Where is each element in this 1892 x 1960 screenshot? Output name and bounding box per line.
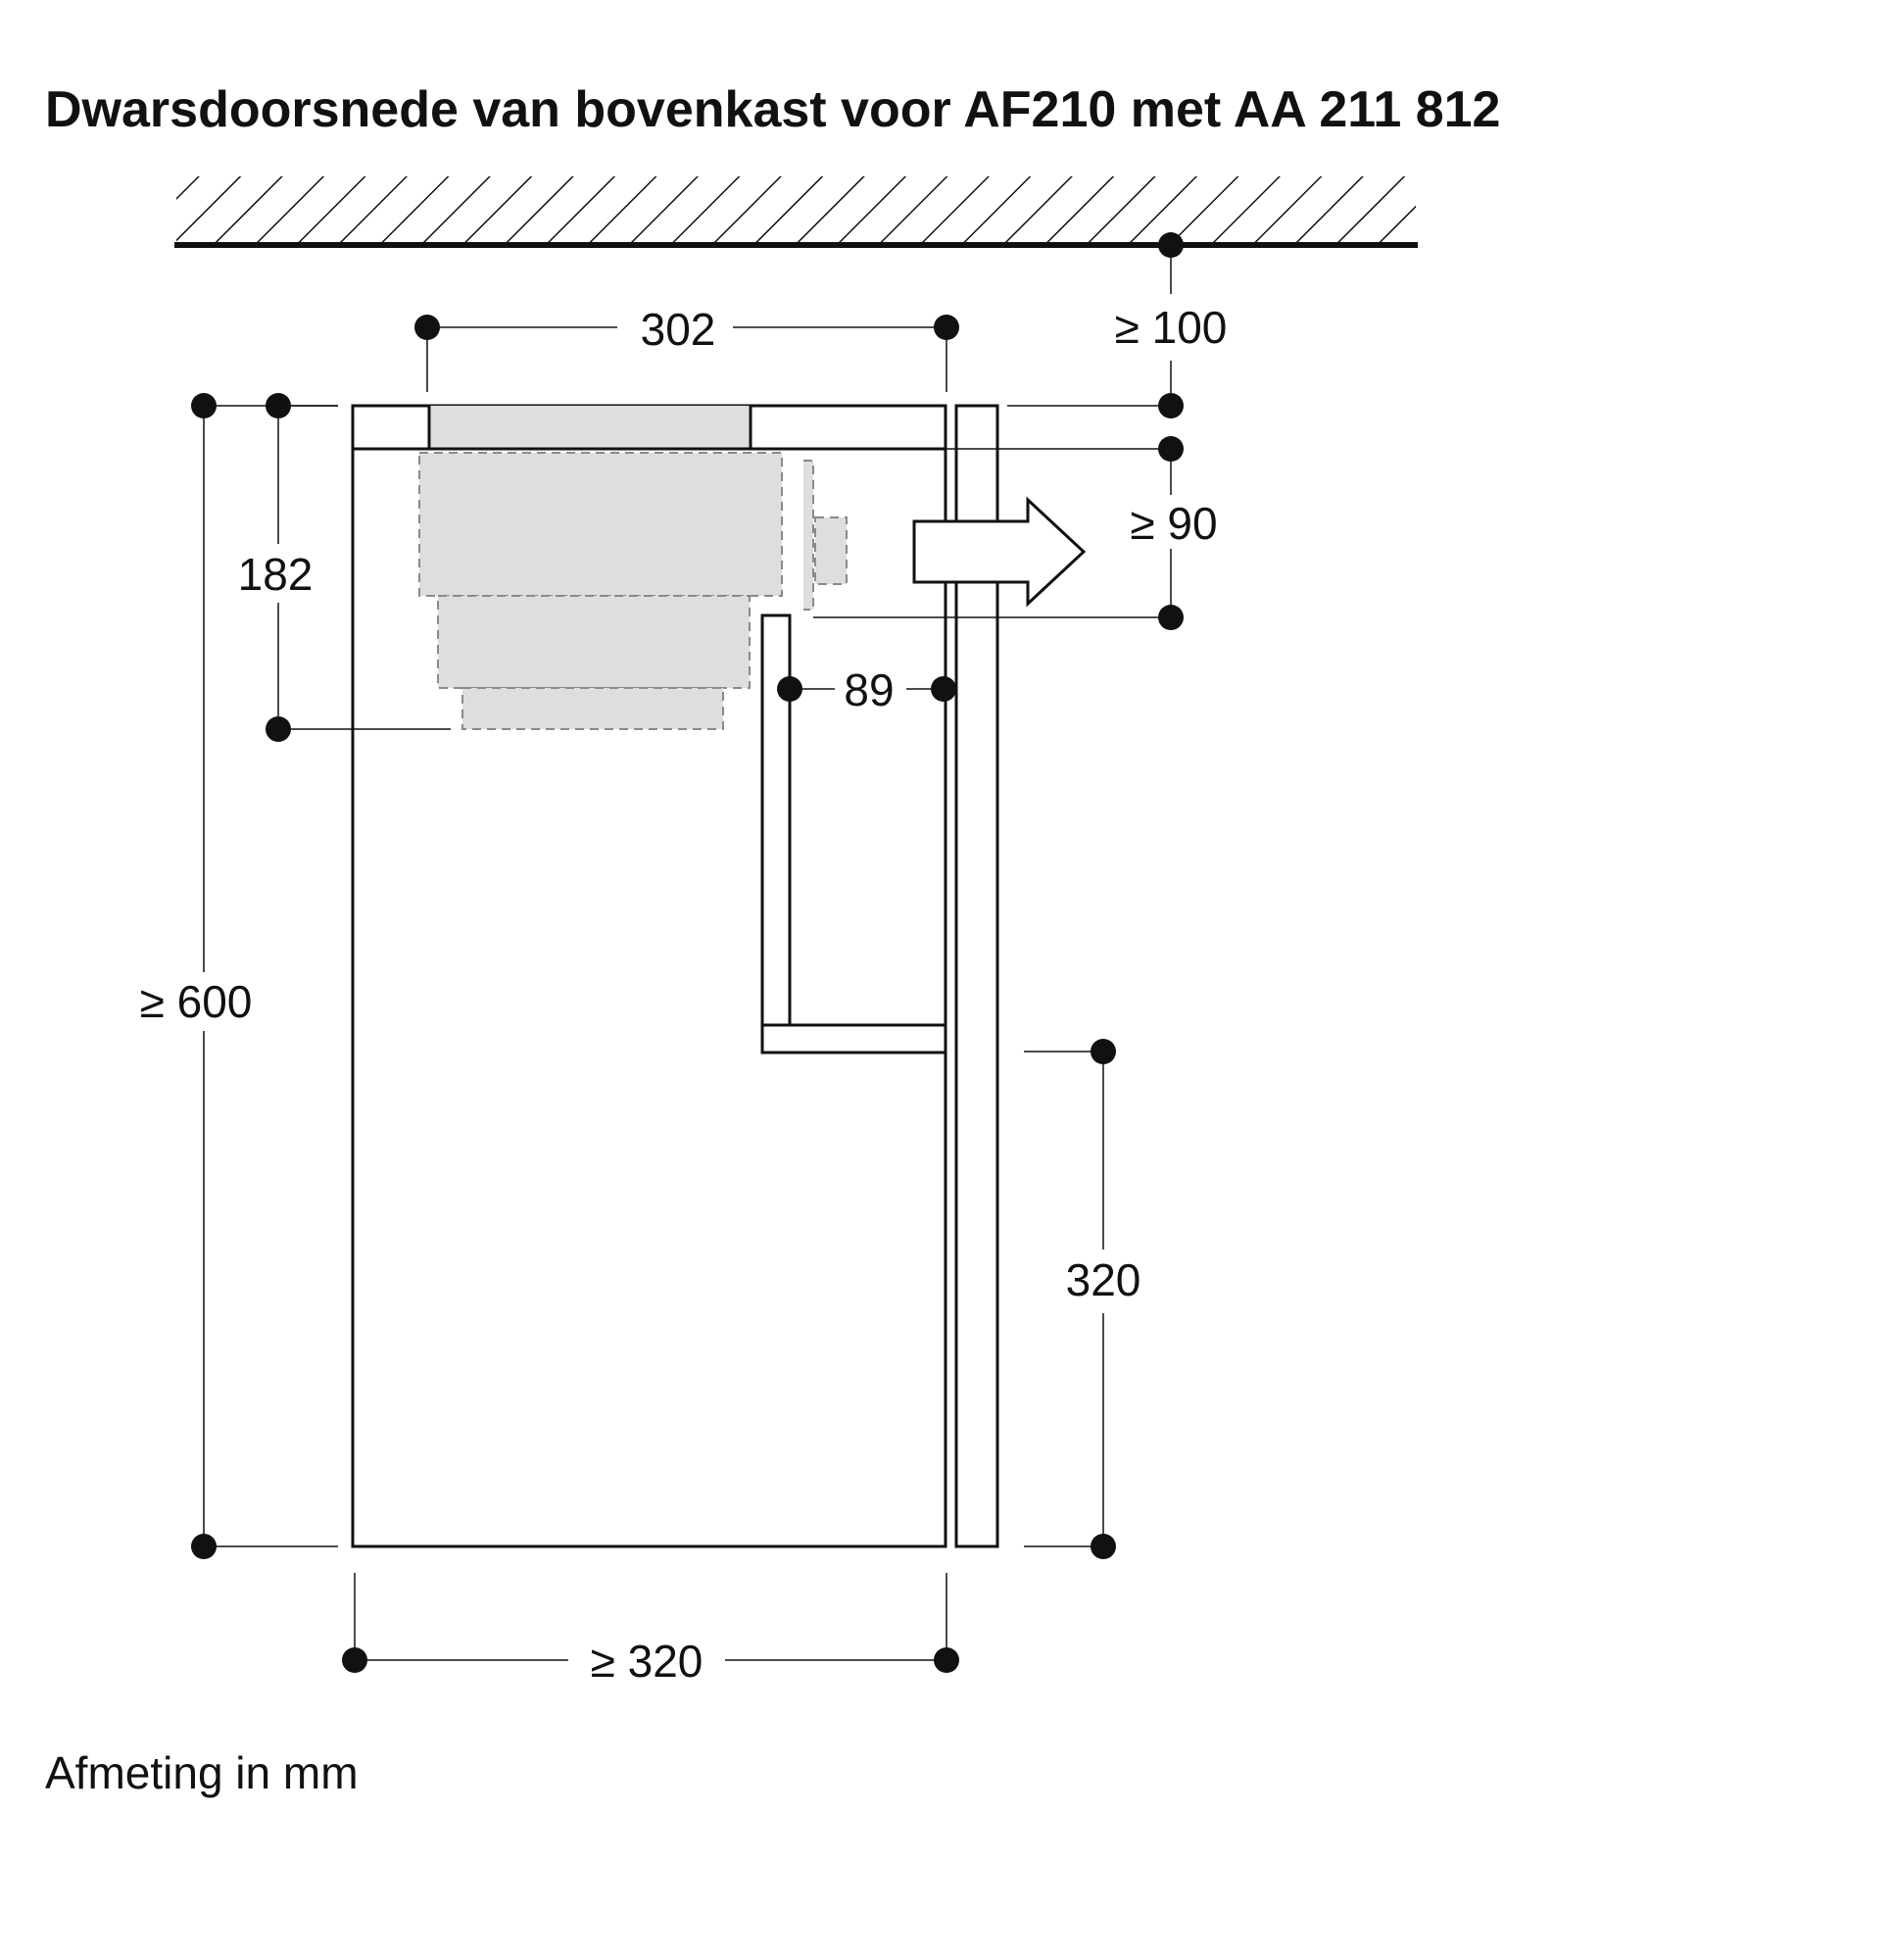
diagram-title: Dwarsdoorsnede van bovenkast voor AF210 met AA 211 812: [45, 81, 1501, 138]
dimension-ceiling-gap: [1007, 232, 1227, 418]
svg-text:≥ 320: ≥ 320: [590, 1636, 703, 1687]
svg-text:182: 182: [237, 549, 314, 600]
svg-text:320: 320: [1065, 1254, 1141, 1305]
dimension-top-width: [414, 304, 959, 392]
unit-note: Afmeting in mm: [45, 1747, 359, 1798]
svg-text:302: 302: [640, 304, 716, 355]
dimension-cabinet-width: [342, 1573, 959, 1687]
svg-text:≥ 100: ≥ 100: [1114, 302, 1228, 353]
svg-text:89: 89: [844, 664, 895, 715]
dimension-inner-depth: [777, 664, 956, 715]
dimension-door-height: [1024, 1039, 1140, 1559]
svg-text:≥ 600: ≥ 600: [139, 976, 253, 1027]
svg-text:≥ 90: ≥ 90: [1130, 498, 1218, 549]
ceiling: [174, 176, 1418, 245]
